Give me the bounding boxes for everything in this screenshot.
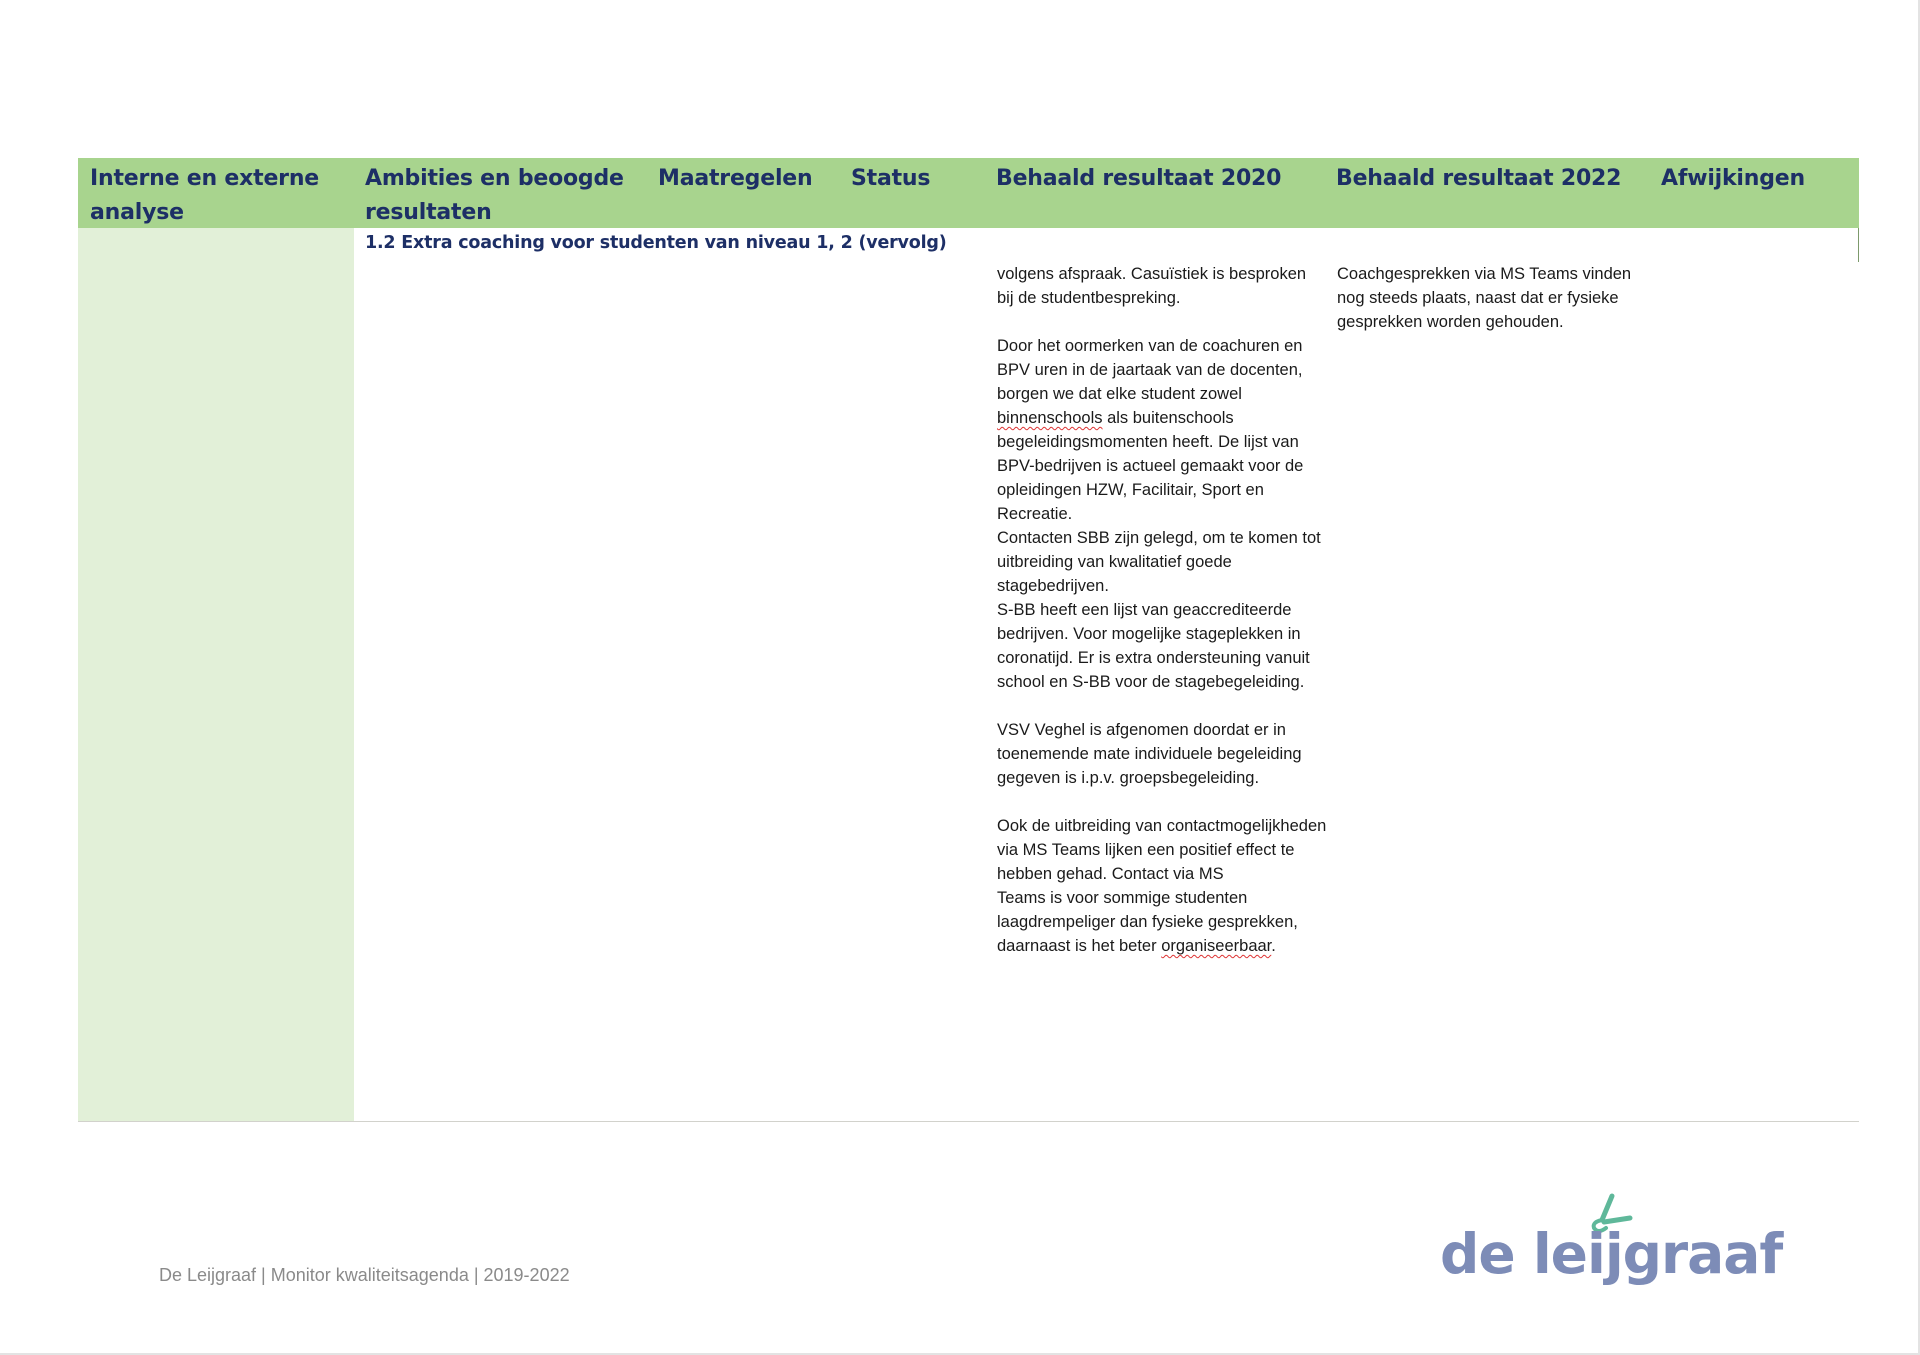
header-afwijkingen: Afwijkingen (1661, 166, 1805, 191)
header-status: Status (851, 166, 931, 191)
text-run: als buitenschools begeleidingsmomenten heeft. De lijst van BPV-bedrijven is actueel gemaakt voor de opleidingen HZW, Facilitair, Sport en Recreatie. (997, 409, 1304, 523)
resultaat-2022-cell (1337, 262, 1647, 334)
text-run: Door het oormerken van de coachuren en BPV uren in de jaartaak van de docenten, borgen we dat elke student zowel (997, 337, 1303, 403)
header-resultaat-2022: Behaald resultaat 2022 (1336, 166, 1622, 191)
resultaat-2020-paragraph: Ook de uitbreiding van contactmogelijkheden via MS Teams lijken een positief effect te hebben gehad. Contact via MS (997, 817, 1327, 883)
text-run: . (1271, 937, 1276, 955)
analyse-column-cell (78, 228, 354, 1121)
resultaat-2020-cell (997, 262, 1327, 958)
table-header-row (78, 158, 1859, 228)
section-title: 1.2 Extra coaching voor studenten van niveau 1, 2 (vervolg) (365, 233, 947, 253)
header-maatregelen: Maatregelen (658, 166, 813, 191)
resultaat-2022-paragraph: Coachgesprekken via MS Teams vinden nog steeds plaats, naast dat er fysieke gesprekken worden gehouden. (1337, 265, 1632, 331)
spellcheck-word: binnenschools (997, 409, 1103, 427)
table-border (1858, 228, 1859, 262)
logo-wordmark: de leijgraaf (1440, 1222, 1783, 1286)
resultaat-2020-paragraph (997, 334, 1327, 526)
footer-text: De Leijgraaf | Monitor kwaliteitsagenda | 2019-2022 (159, 1265, 570, 1285)
resultaat-2020-paragraph: VSV Veghel is afgenomen doordat er in toenemende mate individuele begeleiding gegeven is i.p.v. groepsbegeleiding. (997, 721, 1302, 787)
resultaat-2020-paragraph: volgens afspraak. Casuïstiek is besproken bij de studentbespreking. (997, 265, 1307, 307)
header-analyse: Interne en externe analyse (90, 166, 320, 225)
leijgraaf-logo (1440, 1192, 1783, 1297)
header-ambities: Ambities en beoogde resultaten (365, 166, 624, 225)
header-resultaat-2020: Behaald resultaat 2020 (996, 166, 1282, 191)
resultaat-2020-paragraph: S-BB heeft een lijst van geaccrediteerde bedrijven. Voor mogelijke stageplekken in coronatijd. Er is extra ondersteuning vanuit school en S-BB voor de stagebegeleiding. (997, 601, 1310, 691)
resultaat-2020-paragraph (997, 886, 1327, 958)
spellcheck-word: organiseerbaar (1161, 937, 1272, 955)
resultaat-2020-paragraph: Contacten SBB zijn gelegd, om te komen tot uitbreiding van kwalitatief goede stagebedrijven. (997, 529, 1321, 595)
text-run: Teams is voor sommige studenten laagdrempeliger dan fysieke gesprekken, daarnaast is het beter (997, 889, 1298, 955)
table-bottom-border (78, 1121, 1859, 1122)
